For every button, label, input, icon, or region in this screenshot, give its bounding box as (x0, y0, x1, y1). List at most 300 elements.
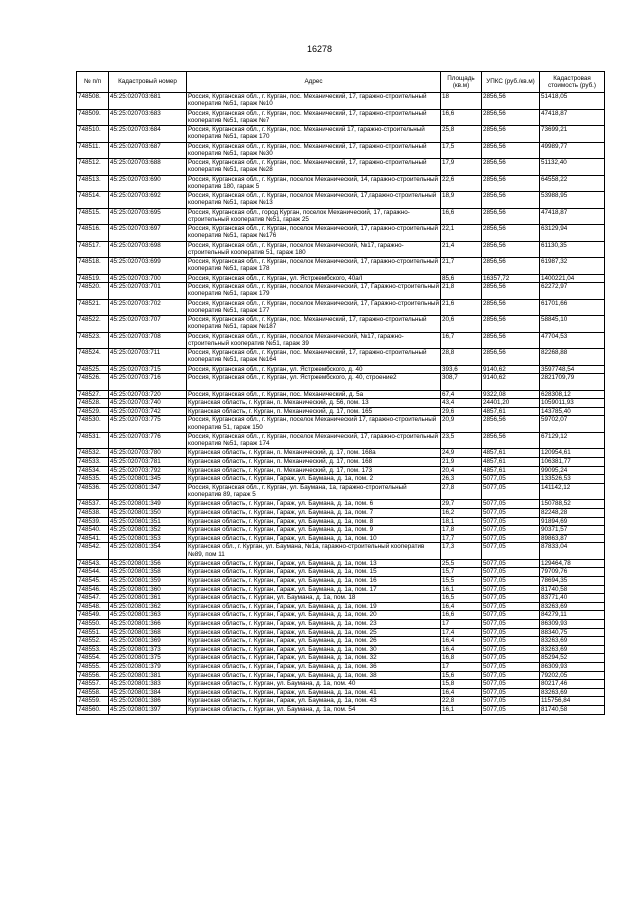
upks-cell: 5077,05 (482, 517, 540, 526)
row-number-cell: 748558. (77, 688, 109, 697)
area-cell: 17 (441, 619, 482, 628)
cadastral-cost-cell: 628308,12 (540, 390, 605, 399)
cadastral-number-cell: 45:25:020801:373 (109, 645, 187, 654)
cadastral-cost-cell: 61130,35 (540, 241, 605, 258)
address-cell: Россия, Курганская обл., г. Курган, поселок Механический, 14, гаражно-строительный кооператив 180, гараж 5 (187, 175, 441, 192)
upks-cell: 4857,61 (482, 466, 540, 475)
row-number-cell: 748524. (77, 349, 109, 366)
row-number-cell: 748515. (77, 208, 109, 225)
cadastral-number-cell: 45:25:020801:350 (109, 508, 187, 517)
table-row (77, 449, 605, 458)
cadastral-cost-cell: 141142,12 (540, 483, 605, 500)
cadastral-number-cell: 45:25:020703:688 (109, 159, 187, 176)
table-row (77, 93, 605, 110)
area-cell: 67,4 (441, 390, 482, 399)
row-number-cell: 748535. (77, 475, 109, 484)
cadastral-number-cell: 45:25:020801:386 (109, 697, 187, 706)
table-row (77, 508, 605, 517)
address-cell: Курганская область, г. Курган, Гараж, ул. Баумана, д. 1а, пом. 7 (187, 508, 441, 517)
area-cell: 21,8 (441, 283, 482, 300)
cadastral-number-cell: 45:25:020703:792 (109, 466, 187, 475)
upks-cell: 24401,20 (482, 399, 540, 408)
table-row (77, 208, 605, 225)
cadastral-number-cell: 45:25:020801:379 (109, 662, 187, 671)
upks-cell: 5077,05 (482, 662, 540, 671)
table-row (77, 705, 605, 714)
area-cell: 22,6 (441, 175, 482, 192)
table-row (77, 645, 605, 654)
address-cell: Курганская область, г. Курган, Гараж, ул. Баумана, д. 1а, пом. 15 (187, 568, 441, 577)
cadastral-cost-cell: 81740,58 (540, 705, 605, 714)
table-row (77, 577, 605, 586)
table-row (77, 126, 605, 143)
cadastral-cost-cell: 86309,93 (540, 619, 605, 628)
table-row (77, 697, 605, 706)
row-number-cell: 748540. (77, 526, 109, 535)
cadastral-number-cell: 45:25:020801:361 (109, 594, 187, 603)
address-cell: Курганская область, г. Курган, Гараж, ул. Баумана, д. 1а, пом. 20 (187, 611, 441, 620)
upks-cell: 2856,56 (482, 332, 540, 349)
cadastral-number-cell: 45:25:020703:698 (109, 241, 187, 258)
table-row (77, 241, 605, 258)
cadastral-cost-cell: 129464,78 (540, 559, 605, 568)
row-number-cell: 748525. (77, 365, 109, 374)
row-number-cell: 748530. (77, 416, 109, 433)
area-cell: 24,9 (441, 449, 482, 458)
upks-cell: 5077,05 (482, 619, 540, 628)
table-row (77, 662, 605, 671)
cadastral-cost-cell: 83771,40 (540, 594, 605, 603)
table-row (77, 225, 605, 242)
table-row (77, 466, 605, 475)
table-row (77, 142, 605, 159)
area-cell: 16,1 (441, 585, 482, 594)
cadastral-cost-cell: 143785,40 (540, 407, 605, 416)
address-cell: Россия, Курганская обл., г. Курган, ул. Ястржембского, д. 40 (187, 365, 441, 374)
area-cell: 15,6 (441, 671, 482, 680)
area-cell: 22,8 (441, 697, 482, 706)
address-cell: Россия, Курганская обл., г. Курган, пос. Механический, 17, гаражно-строительный кооператив №51, гараж №10 (187, 93, 441, 110)
row-number-cell: 748545. (77, 577, 109, 586)
area-cell: 17,8 (441, 526, 482, 535)
address-cell: Курганская область, г. Курган, ул. Баумана, д. 1а, пом. 54 (187, 705, 441, 714)
header-upks: УПКС (руб./кв.м) (482, 72, 540, 93)
upks-cell: 2856,56 (482, 241, 540, 258)
area-cell: 16,5 (441, 594, 482, 603)
upks-cell: 2856,56 (482, 142, 540, 159)
upks-cell: 2856,56 (482, 416, 540, 433)
row-number-cell: 748526. (77, 374, 109, 391)
row-number-cell: 748521. (77, 299, 109, 316)
table-row (77, 568, 605, 577)
area-cell: 16,8 (441, 654, 482, 663)
cadastral-number-cell: 45:25:020801:366 (109, 619, 187, 628)
cadastral-number-cell: 45:25:020703:687 (109, 142, 187, 159)
address-cell: Россия, Курганская обл., г. Курган, пос. Механический, 17, гаражно-строительный кооператив №51, гараж №7 (187, 109, 441, 126)
row-number-cell: 748532. (77, 449, 109, 458)
row-number-cell: 748551. (77, 628, 109, 637)
row-number-cell: 748534. (77, 466, 109, 475)
row-number-cell: 748560. (77, 705, 109, 714)
cadastral-cost-cell: 78694,35 (540, 577, 605, 586)
row-number-cell: 748536. (77, 483, 109, 500)
cadastral-cost-cell: 79202,05 (540, 671, 605, 680)
table-row (77, 559, 605, 568)
address-cell: Курганская область, г. Курган, п. Механический, д. 17, пом. 165 (187, 407, 441, 416)
upks-cell: 2856,56 (482, 208, 540, 225)
upks-cell: 5077,05 (482, 500, 540, 509)
upks-cell: 2856,56 (482, 299, 540, 316)
table-row (77, 109, 605, 126)
header-cadastral-number: Кадастровый номер (109, 72, 187, 93)
cadastral-number-cell: 45:25:020703:695 (109, 208, 187, 225)
area-cell: 25,5 (441, 559, 482, 568)
header-num: № п/п (77, 72, 109, 93)
cadastral-cost-cell: 150788,52 (540, 500, 605, 509)
cadastral-cost-cell: 64558,22 (540, 175, 605, 192)
row-number-cell: 748508. (77, 93, 109, 110)
area-cell: 16,6 (441, 109, 482, 126)
row-number-cell: 748543. (77, 559, 109, 568)
cadastral-cost-cell: 84279,11 (540, 611, 605, 620)
cadastral-cost-cell: 58845,10 (540, 316, 605, 333)
cadastral-cost-cell: 1059011,93 (540, 399, 605, 408)
area-cell: 16,6 (441, 208, 482, 225)
upks-cell: 5077,05 (482, 475, 540, 484)
cadastral-number-cell: 45:25:020703:775 (109, 416, 187, 433)
area-cell: 18,1 (441, 517, 482, 526)
row-number-cell: 748552. (77, 637, 109, 646)
area-cell: 20,4 (441, 466, 482, 475)
cadastral-number-cell: 45:25:020703:707 (109, 316, 187, 333)
table-row (77, 637, 605, 646)
cadastral-number-cell: 45:25:020801:345 (109, 475, 187, 484)
area-cell: 17,7 (441, 534, 482, 543)
cadastral-cost-cell: 47704,53 (540, 332, 605, 349)
area-cell: 16,4 (441, 637, 482, 646)
row-number-cell: 748548. (77, 602, 109, 611)
upks-cell: 9140,62 (482, 374, 540, 391)
row-number-cell: 748539. (77, 517, 109, 526)
address-cell: Курганская область, г. Курган, Гараж, ул. Баумана, д. 1а, пом. 13 (187, 559, 441, 568)
cadastral-cost-cell: 79709,76 (540, 568, 605, 577)
upks-cell: 2856,56 (482, 126, 540, 143)
table-row (77, 192, 605, 209)
upks-cell: 5077,05 (482, 602, 540, 611)
table-row (77, 688, 605, 697)
cadastral-cost-cell: 53988,95 (540, 192, 605, 209)
table-row (77, 500, 605, 509)
upks-cell: 5077,05 (482, 688, 540, 697)
table-row (77, 602, 605, 611)
table-row (77, 407, 605, 416)
row-number-cell: 748537. (77, 500, 109, 509)
address-cell: Россия, Курганская обл., г. Курган, поселок Механический, №17, гаражно-строительный кооператив 51, гараж 180 (187, 241, 441, 258)
page-number: 16278 (306, 44, 333, 54)
area-cell: 21,6 (441, 299, 482, 316)
table-row (77, 416, 605, 433)
cadastral-number-cell: 45:25:020703:699 (109, 258, 187, 275)
upks-cell: 5077,05 (482, 483, 540, 500)
row-number-cell: 748553. (77, 645, 109, 654)
cadastral-cost-cell: 51418,05 (540, 93, 605, 110)
area-cell: 308,7 (441, 374, 482, 391)
cadastral-number-cell: 45:25:020703:684 (109, 126, 187, 143)
cadastral-number-cell: 45:25:020801:368 (109, 628, 187, 637)
address-cell: Курганская область, г. Курган, Гараж, ул. Баумана, д. 1а, пом. 32 (187, 654, 441, 663)
table-row (77, 283, 605, 300)
cadastral-cost-cell: 82268,88 (540, 349, 605, 366)
area-cell: 21,7 (441, 258, 482, 275)
table-row (77, 585, 605, 594)
cadastral-number-cell: 45:25:020801:384 (109, 688, 187, 697)
area-cell: 16,6 (441, 611, 482, 620)
cadastral-cost-cell: 47418,87 (540, 208, 605, 225)
address-cell: Курганская область, г. Курган, Гараж, ул. Баумана, д. 1а, пом. 41 (187, 688, 441, 697)
area-cell: 17,3 (441, 543, 482, 560)
address-cell: Курганская область, г. Курган, п. Механический, д. 17, пом. 168а (187, 449, 441, 458)
upks-cell: 5077,05 (482, 577, 540, 586)
cadastral-cost-cell: 115756,84 (540, 697, 605, 706)
upks-cell: 2856,56 (482, 175, 540, 192)
upks-cell: 2856,56 (482, 349, 540, 366)
cadastral-cost-cell: 83263,69 (540, 645, 605, 654)
cadastral-cost-cell: 88340,75 (540, 628, 605, 637)
upks-cell: 2856,56 (482, 192, 540, 209)
upks-cell: 5077,05 (482, 559, 540, 568)
cadastral-cost-cell: 73699,21 (540, 126, 605, 143)
area-cell: 22,1 (441, 225, 482, 242)
address-cell: Курганская обл., г. Курган, ул. Баумана, №1а, гаражно-строительный кооператив №89, пом 11 (187, 543, 441, 560)
address-cell: Курганская область, г. Курган, Гараж, ул. Баумана, д. 1а, пом. 10 (187, 534, 441, 543)
cadastral-cost-cell: 59702,07 (540, 416, 605, 433)
address-cell: Россия, Курганская обл., г. Курган, пос. Механический, 17, гаражно-строительный кооператив №51, гараж №187 (187, 316, 441, 333)
upks-cell: 4857,61 (482, 449, 540, 458)
address-cell: Курганская область, г. Курган, п. Механический, д. 17, пом. 173 (187, 466, 441, 475)
cadastral-number-cell: 45:25:020801:362 (109, 602, 187, 611)
row-number-cell: 748520. (77, 283, 109, 300)
area-cell: 20,9 (441, 416, 482, 433)
address-cell: Россия, Курганская обл., г. Курган, пос. Механический, 17, гаражно-строительный кооператив №51, гараж №28 (187, 159, 441, 176)
table-row (77, 654, 605, 663)
address-cell: Россия, Курганская обл., г. Курган, поселок Механический, 17, Гаражно-строительный кооператив №51, гараж 179 (188, 283, 439, 298)
cadastral-cost-cell: 85294,52 (540, 654, 605, 663)
cadastral-number-cell: 45:25:020801:375 (109, 654, 187, 663)
row-number-cell: 748527. (77, 390, 109, 399)
cadastral-number-cell: 45:25:020801:383 (109, 680, 187, 689)
cadastral-cost-cell: 61987,32 (540, 258, 605, 275)
upks-cell: 5077,05 (482, 645, 540, 654)
cadastral-cost-cell: 99095,24 (540, 466, 605, 475)
address-cell: Россия, Курганская обл., г. Курган, ул. Ястржембского, 40а/I (187, 274, 441, 283)
row-number-cell: 748541. (77, 534, 109, 543)
cadastral-cost-cell: 90371,57 (540, 526, 605, 535)
cadastral-cost-cell: 86309,93 (540, 662, 605, 671)
upks-cell: 2856,56 (482, 159, 540, 176)
row-number-cell: 748538. (77, 508, 109, 517)
header-area: Площадь (кв.м) (441, 72, 482, 93)
address-cell: Курганская область, г. Курган, Гараж, ул. Баумана, д. 1а, пом. 43 (187, 697, 441, 706)
cadastral-number-cell: 45:25:020703:776 (109, 432, 187, 449)
area-cell: 15,5 (441, 577, 482, 586)
cadastral-number-cell: 45:25:020801:356 (109, 559, 187, 568)
table-row (77, 432, 605, 449)
address-cell: Россия, Курганская обл., г. Курган, ул. Ястржембского, д. 40, строение2 (187, 374, 441, 391)
cadastral-cost-cell: 2821709,79 (540, 374, 605, 391)
address-cell: Курганская область, г. Курган, ул. Баумана, д. 1а, пом. 18 (187, 594, 441, 603)
area-cell: 21,4 (441, 241, 482, 258)
area-cell: 18,9 (441, 192, 482, 209)
upks-cell: 16357,72 (482, 274, 540, 283)
cadastral-number-cell: 45:25:020703:708 (109, 332, 187, 349)
cadastral-cost-cell: 1400221,04 (540, 274, 605, 283)
address-cell: Курганская область, г. Курган, Гараж, ул. Баумана, д. 1а, пом. 26 (187, 637, 441, 646)
cadastral-number-cell: 45:25:020703:681 (109, 93, 187, 110)
row-number-cell: 748555. (77, 662, 109, 671)
area-cell: 16,7 (441, 332, 482, 349)
table-row (77, 526, 605, 535)
row-number-cell: 748517. (77, 241, 109, 258)
row-number-cell: 748509. (77, 109, 109, 126)
upks-cell: 2856,56 (482, 93, 540, 110)
area-cell: 26,3 (441, 475, 482, 484)
cadastral-number-cell: 45:25:020801:352 (109, 526, 187, 535)
upks-cell: 5077,05 (482, 534, 540, 543)
table-row (77, 543, 605, 560)
cadastral-number-cell: 45:25:020703:700 (109, 274, 187, 283)
area-cell: 17 (441, 662, 482, 671)
upks-cell: 5077,05 (482, 628, 540, 637)
row-number-cell: 748554. (77, 654, 109, 663)
upks-cell: 5077,05 (482, 680, 540, 689)
upks-cell: 4857,61 (482, 407, 540, 416)
upks-cell: 2856,56 (482, 258, 540, 275)
table-row (77, 628, 605, 637)
cadastral-number-cell: 45:25:020703:720 (109, 390, 187, 399)
upks-cell: 4857,61 (482, 458, 540, 467)
cadastral-cost-cell: 83263,69 (540, 637, 605, 646)
address-cell: Россия, Курганская обл., г. Курган, ул. Баумана, 1а, гаражно-строительный кооператив 89, гараж 5 (187, 483, 441, 500)
row-number-cell: 748514. (77, 192, 109, 209)
area-cell: 16,4 (441, 645, 482, 654)
address-cell: Курганская область, г. Курган, Гараж, ул. Баумана, д. 1а, пом. 17 (187, 585, 441, 594)
address-cell: Россия, Курганская обл., г. Курган, поселок Механический, 17,гаражно-строительный кооператив №51, гараж №13 (187, 192, 441, 209)
row-number-cell: 748518. (77, 258, 109, 275)
cadastral-cost-cell: 47418,87 (540, 109, 605, 126)
row-number-cell: 748533. (77, 458, 109, 467)
area-cell: 20,6 (441, 316, 482, 333)
upks-cell: 5077,05 (482, 697, 540, 706)
address-cell: Курганская область, г. Курган, Гараж, ул. Баумана, д. 1а, пом. 2 (187, 475, 441, 484)
upks-cell: 5077,05 (482, 526, 540, 535)
table-body (77, 93, 605, 715)
cadastral-cost-cell: 83263,69 (540, 688, 605, 697)
cadastral-number-cell: 45:25:020801:353 (109, 534, 187, 543)
cadastral-number-cell: 45:25:020703:781 (109, 458, 187, 467)
table-row (77, 159, 605, 176)
row-number-cell: 748522. (77, 316, 109, 333)
cadastral-number-cell: 45:25:020801:358 (109, 568, 187, 577)
row-number-cell: 748550. (77, 619, 109, 628)
cadastral-number-cell: 45:25:020703:701 (109, 283, 187, 300)
cadastral-number-cell: 45:25:020703:715 (109, 365, 187, 374)
address-cell: Россия, Курганская обл., г. Курган, поселок Механический 17, гаражно-строительный кооператив 51, гараж 150 (187, 416, 441, 433)
table-row (77, 458, 605, 467)
cadastral-number-cell: 45:25:020801:359 (109, 577, 187, 586)
cadastral-cost-cell: 67129,12 (540, 432, 605, 449)
row-number-cell: 748546. (77, 585, 109, 594)
cadastral-number-cell: 45:25:020801:351 (109, 517, 187, 526)
upks-cell: 5077,05 (482, 508, 540, 517)
cadastral-number-cell: 45:25:020703:690 (109, 175, 187, 192)
row-number-cell: 748549. (77, 611, 109, 620)
area-cell: 16,1 (441, 705, 482, 714)
row-number-cell: 748557. (77, 680, 109, 689)
area-cell: 15,8 (441, 680, 482, 689)
cadastral-cost-cell: 81740,58 (540, 585, 605, 594)
upks-cell: 5077,05 (482, 705, 540, 714)
address-cell: Россия, Курганская обл., г. Курган, пос. Механический, 17, гаражно-строительный кооператив №51, гараж №164 (187, 349, 441, 366)
row-number-cell: 748519. (77, 274, 109, 283)
cadastral-number-cell: 45:25:020703:740 (109, 399, 187, 408)
cadastral-cost-cell: 89863,87 (540, 534, 605, 543)
cadastral-number-cell: 45:25:020801:347 (109, 483, 187, 500)
address-cell: Курганская область, г. Курган, Гараж, ул. Баумана, д. 1а, пом. 6 (187, 500, 441, 509)
cadastral-cost-cell: 87833,04 (540, 543, 605, 560)
upks-cell: 2856,56 (482, 283, 540, 300)
address-cell: Курганская область, г. Курган, ул. Баумана, д. 1а, пом. 40 (187, 680, 441, 689)
upks-cell: 2856,56 (482, 225, 540, 242)
address-cell: Курганская область, г. Курган, Гараж, ул. Баумана, д. 1а, пом. 25 (187, 628, 441, 637)
header-cadastral-cost: Кадастровая стоимость (руб.) (540, 72, 605, 93)
row-number-cell: 748542. (77, 543, 109, 560)
cadastral-cost-cell: 106381,77 (540, 458, 605, 467)
address-cell: Курганская область, г. Курган, п. Механический, д. 17, пом. 168 (187, 458, 441, 467)
table-row (77, 299, 605, 316)
table-row (77, 349, 605, 366)
upks-cell: 5077,05 (482, 671, 540, 680)
cadastral-number-cell: 45:25:020801:360 (109, 585, 187, 594)
cadastral-number-cell: 45:25:020703:780 (109, 449, 187, 458)
row-number-cell: 748513. (77, 175, 109, 192)
upks-cell: 9322,08 (482, 390, 540, 399)
row-number-cell: 748528. (77, 399, 109, 408)
cadastral-cost-cell: 62272,97 (540, 283, 605, 300)
table-row (77, 671, 605, 680)
cadastral-cost-cell: 51132,40 (540, 159, 605, 176)
table-row (77, 258, 605, 275)
table-row (77, 517, 605, 526)
table-row (77, 365, 605, 374)
area-cell: 393,6 (441, 365, 482, 374)
area-cell: 16,4 (441, 688, 482, 697)
address-cell: Курганская область, г. Курган, п. Механический, д. 56, пом. 13 (187, 399, 441, 408)
table-row (77, 332, 605, 349)
table-row (77, 534, 605, 543)
address-cell: Курганская область, г. Курган, Гараж, ул. Баумана, д. 1а, пом. 16 (187, 577, 441, 586)
table-row (77, 316, 605, 333)
upks-cell: 5077,05 (482, 611, 540, 620)
area-cell: 43,4 (441, 399, 482, 408)
table-row (77, 374, 605, 391)
table-row (77, 390, 605, 399)
row-number-cell: 748547. (77, 594, 109, 603)
address-cell: Курганская область, г. Курган, Гараж, ул. Баумана, д. 1а, пом. 36 (187, 662, 441, 671)
area-cell: 17,9 (441, 159, 482, 176)
address-cell: Россия, Курганская обл., город Курган, поселок Механический, 17, гаражно-строительный кооператив №51, гараж 25 (187, 208, 441, 225)
cadastral-cost-cell: 120954,61 (540, 449, 605, 458)
upks-cell: 5077,05 (482, 594, 540, 603)
